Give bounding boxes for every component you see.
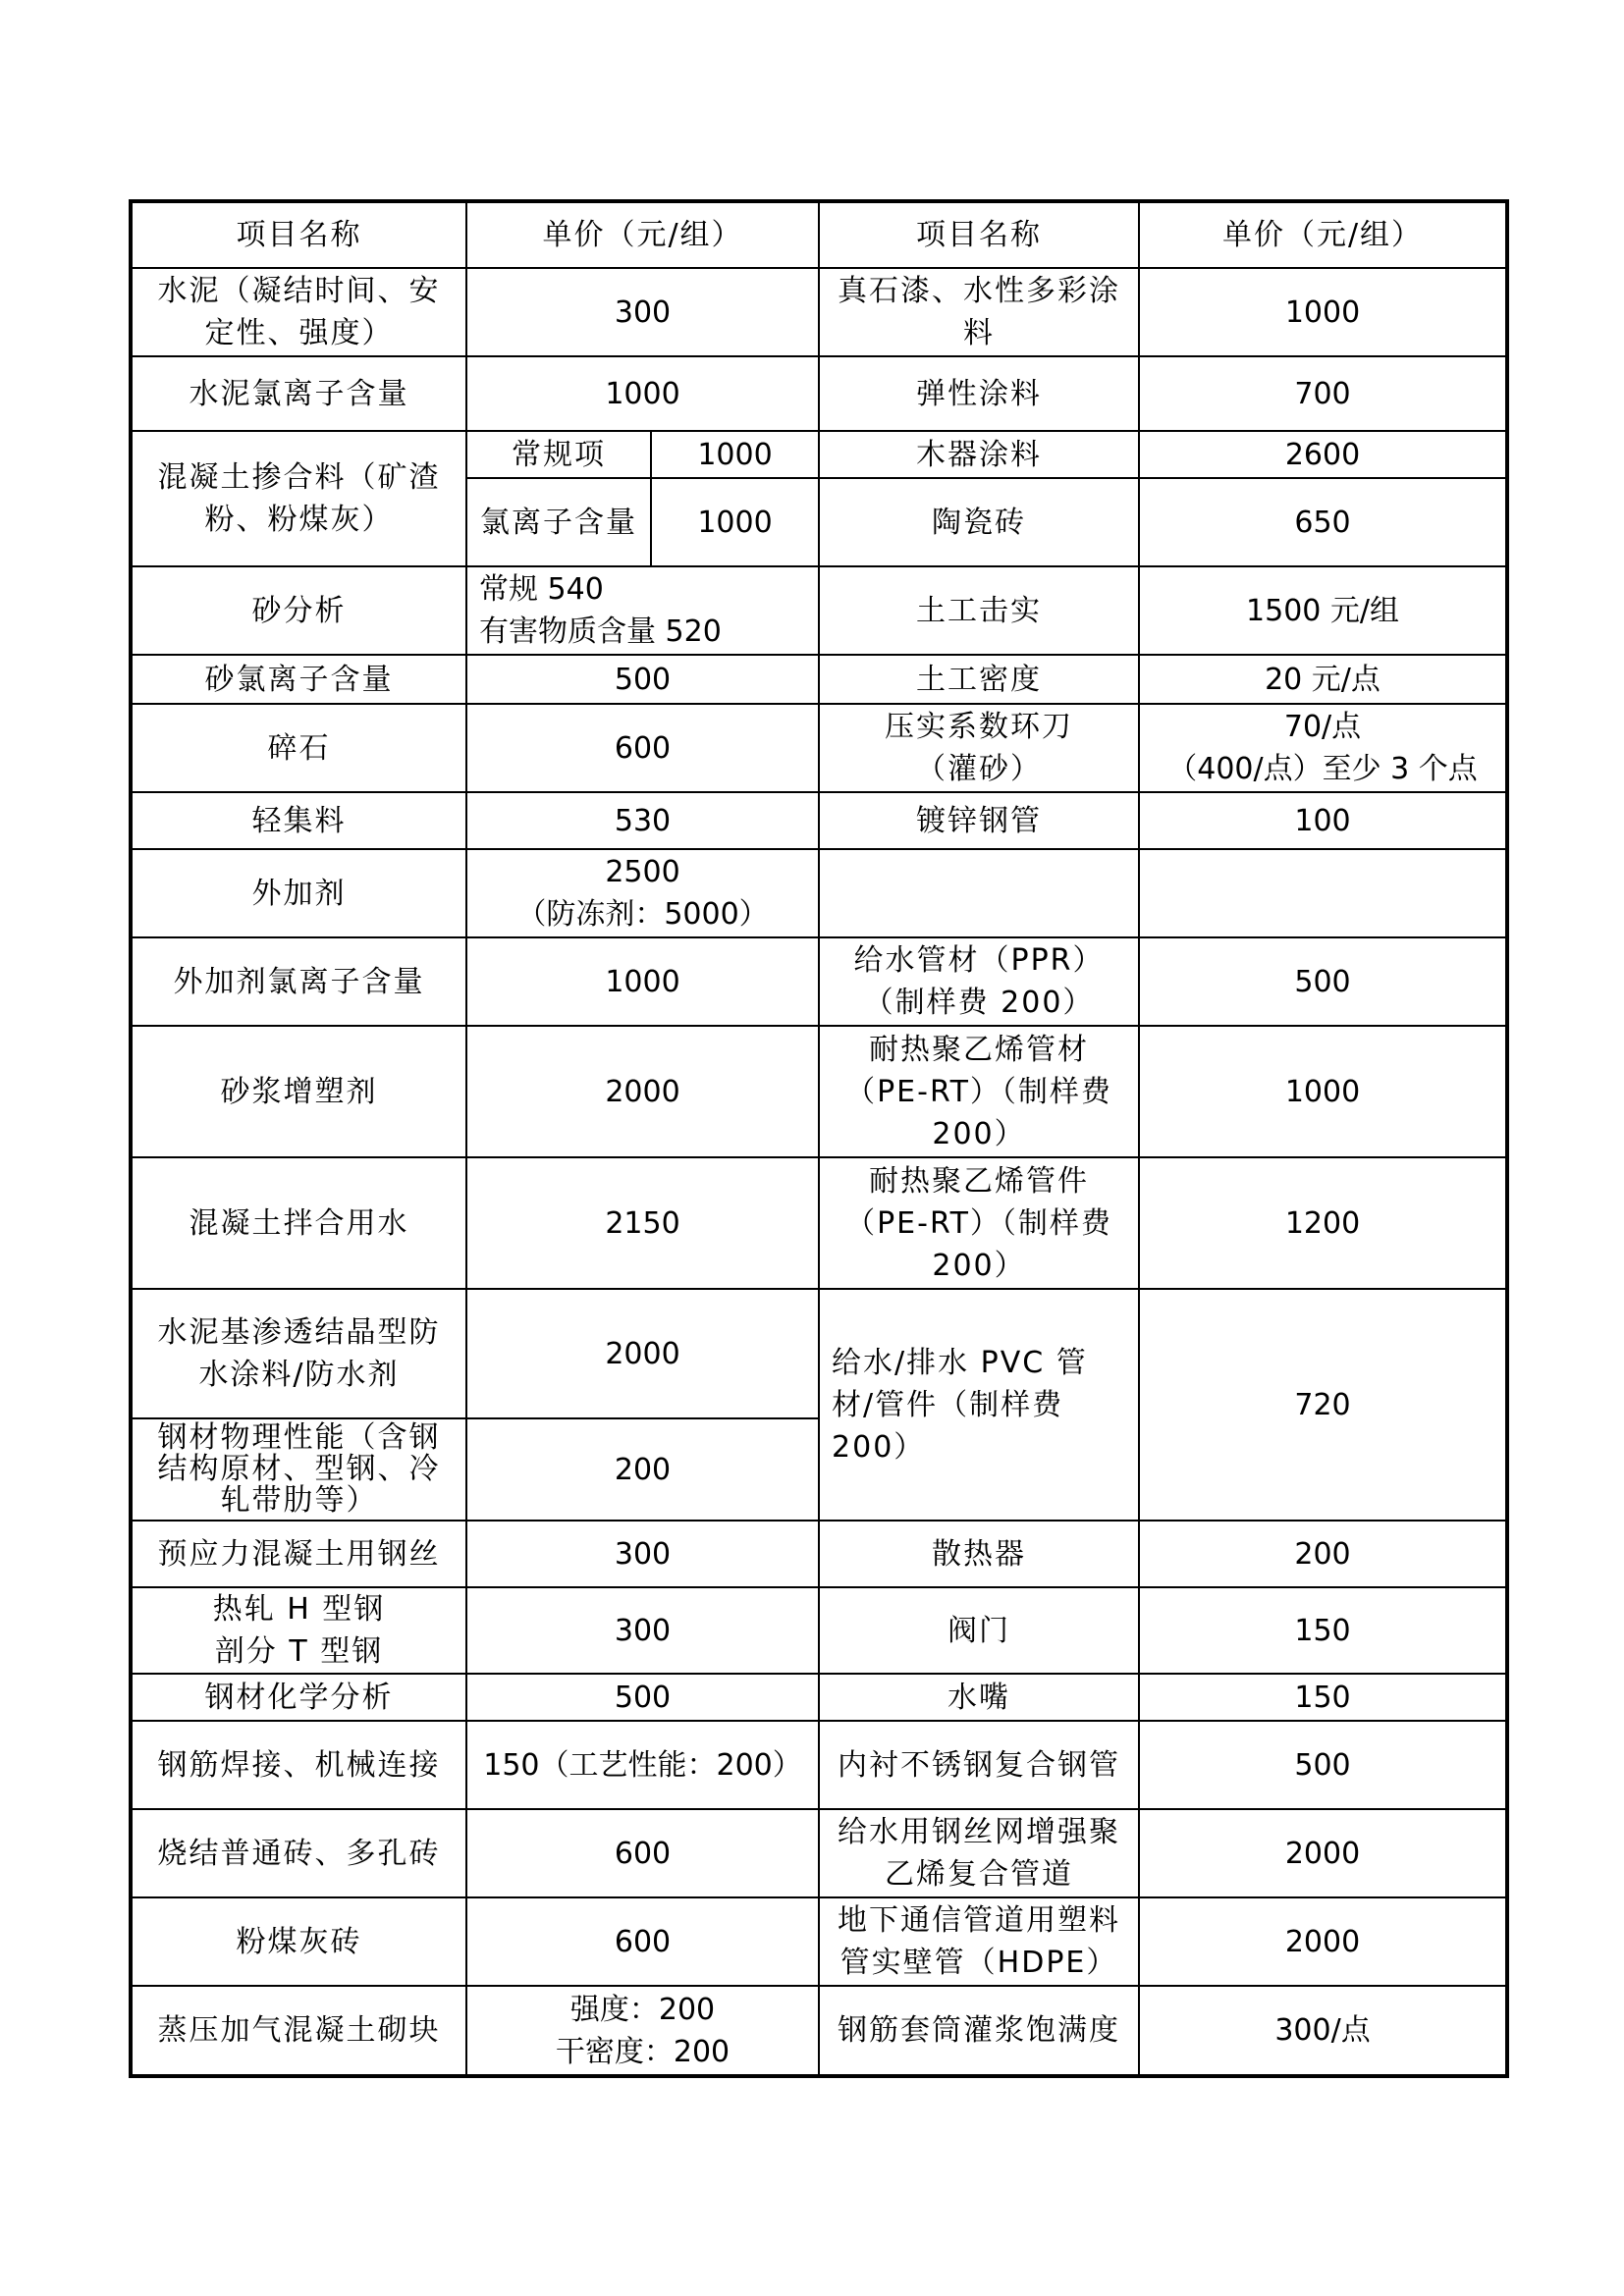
table-row bbox=[131, 849, 1507, 937]
item-name: 粉煤灰砖 bbox=[131, 1897, 466, 1986]
item-name-right: 阀门 bbox=[819, 1587, 1139, 1674]
item-price: 2150 bbox=[466, 1157, 819, 1289]
table-row bbox=[131, 937, 1507, 1026]
price-line: 70/点 bbox=[1283, 710, 1362, 744]
item-name: 砂分析 bbox=[131, 566, 466, 655]
item-name-right: 土工密度 bbox=[819, 655, 1139, 704]
empty-cell bbox=[1139, 849, 1507, 937]
item-name: 预应力混凝土用钢丝 bbox=[131, 1521, 466, 1587]
item-name: 钢材化学分析 bbox=[131, 1674, 466, 1721]
item-name: 外加剂 bbox=[131, 849, 466, 937]
sub-item-label: 氯离子含量 bbox=[466, 478, 651, 566]
price-line: 常规 540 bbox=[479, 572, 604, 607]
item-name-right: 耐热聚乙烯管件（PE-RT）（制样费 200） bbox=[819, 1157, 1139, 1289]
item-price: 600 bbox=[466, 704, 819, 792]
empty-cell bbox=[819, 849, 1139, 937]
item-price-right: 720 bbox=[1139, 1289, 1507, 1521]
item-price-right: 200 bbox=[1139, 1521, 1507, 1587]
item-price: 300 bbox=[466, 268, 819, 356]
table-header-row bbox=[131, 201, 1507, 268]
item-name-right: 内衬不锈钢复合钢管 bbox=[819, 1721, 1139, 1809]
item-price-right: 500 bbox=[1139, 937, 1507, 1026]
sub-item-price: 1000 bbox=[651, 431, 819, 478]
price-line: 强度：200 bbox=[569, 1992, 716, 2027]
table-row bbox=[131, 1587, 1507, 1674]
item-name bbox=[131, 1587, 466, 1674]
item-name: 砂氯离子含量 bbox=[131, 655, 466, 704]
item-price: 500 bbox=[466, 1674, 819, 1721]
table-row bbox=[131, 1809, 1507, 1897]
sub-item-price: 1000 bbox=[651, 478, 819, 566]
table-row bbox=[131, 1897, 1507, 1986]
item-name-right: 真石漆、水性多彩涂料 bbox=[819, 268, 1139, 356]
item-price-right: 650 bbox=[1139, 478, 1507, 566]
item-name: 混凝土掺合料（矿渣粉、粉煤灰） bbox=[131, 431, 466, 566]
name-line: （灌砂） bbox=[916, 752, 1043, 786]
table-row bbox=[131, 1289, 1507, 1418]
item-name: 水泥氯离子含量 bbox=[131, 356, 466, 431]
item-price: 2000 bbox=[466, 1026, 819, 1157]
table-row bbox=[131, 704, 1507, 792]
table-row bbox=[131, 1521, 1507, 1587]
item-name-right: 给水管材（PPR）（制样费 200） bbox=[819, 937, 1139, 1026]
item-price: 1000 bbox=[466, 356, 819, 431]
price-line: 2500 bbox=[605, 855, 680, 889]
header-unit-price: 单价（元/组） bbox=[466, 201, 819, 268]
item-name-right: 给水用钢丝网增强聚乙烯复合管道 bbox=[819, 1809, 1139, 1897]
item-price: 530 bbox=[466, 792, 819, 849]
item-price-right: 150 bbox=[1139, 1587, 1507, 1674]
item-name: 砂浆增塑剂 bbox=[131, 1026, 466, 1157]
table-row bbox=[131, 1026, 1507, 1157]
item-price: 600 bbox=[466, 1809, 819, 1897]
item-name-right: 散热器 bbox=[819, 1521, 1139, 1587]
table-row bbox=[131, 356, 1507, 431]
item-name-right: 地下通信管道用塑料管实壁管（HDPE） bbox=[819, 1897, 1139, 1986]
item-price-right: 100 bbox=[1139, 792, 1507, 849]
item-price bbox=[466, 849, 819, 937]
price-line: （400/点）至少 3 个点 bbox=[1167, 752, 1478, 786]
item-price-right: 20 元/点 bbox=[1139, 655, 1507, 704]
header-unit-price-right: 单价（元/组） bbox=[1139, 201, 1507, 268]
table-row bbox=[131, 655, 1507, 704]
item-name-right: 水嘴 bbox=[819, 1674, 1139, 1721]
item-price bbox=[466, 1986, 819, 2076]
item-price: 600 bbox=[466, 1897, 819, 1986]
item-name-right: 陶瓷砖 bbox=[819, 478, 1139, 566]
table-row bbox=[131, 792, 1507, 849]
price-table bbox=[129, 199, 1509, 2078]
name-line: 剖分 T 型钢 bbox=[214, 1634, 384, 1669]
item-price: 150（工艺性能：200） bbox=[466, 1721, 819, 1809]
price-line: （防冻剂：5000） bbox=[516, 897, 769, 932]
item-price-right: 2000 bbox=[1139, 1809, 1507, 1897]
item-price-right: 2600 bbox=[1139, 431, 1507, 478]
item-name: 外加剂氯离子含量 bbox=[131, 937, 466, 1026]
item-name: 碎石 bbox=[131, 704, 466, 792]
item-price: 2000 bbox=[466, 1289, 819, 1418]
item-price: 1000 bbox=[466, 937, 819, 1026]
header-item-name: 项目名称 bbox=[131, 201, 466, 268]
item-name-right: 给水/排水 PVC 管材/管件（制样费 200） bbox=[819, 1289, 1139, 1521]
item-price: 500 bbox=[466, 655, 819, 704]
item-price-right: 1000 bbox=[1139, 268, 1507, 356]
item-name: 水泥基渗透结晶型防水涂料/防水剂 bbox=[131, 1289, 466, 1418]
item-price-right: 150 bbox=[1139, 1674, 1507, 1721]
item-price: 200 bbox=[466, 1418, 819, 1521]
item-price-right: 500 bbox=[1139, 1721, 1507, 1809]
item-name: 烧结普通砖、多孔砖 bbox=[131, 1809, 466, 1897]
item-price bbox=[466, 566, 819, 655]
item-name: 水泥（凝结时间、安定性、强度） bbox=[131, 268, 466, 356]
item-price-right: 1000 bbox=[1139, 1026, 1507, 1157]
name-line: 压实系数环刀 bbox=[885, 710, 1074, 744]
item-name: 蒸压加气混凝土砌块 bbox=[131, 1986, 466, 2076]
price-line: 干密度：200 bbox=[555, 2034, 731, 2069]
item-price: 300 bbox=[466, 1587, 819, 1674]
item-name: 混凝土拌合用水 bbox=[131, 1157, 466, 1289]
item-price-right: 300/点 bbox=[1139, 1986, 1507, 2076]
item-name-right: 耐热聚乙烯管材（PE-RT）（制样费 200） bbox=[819, 1026, 1139, 1157]
item-name: 轻集料 bbox=[131, 792, 466, 849]
table-row bbox=[131, 431, 1507, 478]
table-row bbox=[131, 1986, 1507, 2076]
item-name-right: 土工击实 bbox=[819, 566, 1139, 655]
item-name-right: 弹性涂料 bbox=[819, 356, 1139, 431]
item-name-right: 钢筋套筒灌浆饱满度 bbox=[819, 1986, 1139, 2076]
table-row bbox=[131, 268, 1507, 356]
item-name: 钢筋焊接、机械连接 bbox=[131, 1721, 466, 1809]
item-name-right: 木器涂料 bbox=[819, 431, 1139, 478]
name-line: 热轧 H 型钢 bbox=[212, 1592, 386, 1627]
sub-item-label: 常规项 bbox=[466, 431, 651, 478]
price-line: 有害物质含量 520 bbox=[479, 614, 722, 649]
item-price: 300 bbox=[466, 1521, 819, 1587]
item-price-right bbox=[1139, 704, 1507, 792]
item-name-right bbox=[819, 704, 1139, 792]
table-row bbox=[131, 1674, 1507, 1721]
item-name: 钢材物理性能（含钢结构原材、型钢、冷轧带肋等） bbox=[131, 1418, 466, 1521]
item-price-right: 1500 元/组 bbox=[1139, 566, 1507, 655]
header-item-name-right: 项目名称 bbox=[819, 201, 1139, 268]
table-row bbox=[131, 1157, 1507, 1289]
item-name-right: 镀锌钢管 bbox=[819, 792, 1139, 849]
item-price-right: 700 bbox=[1139, 356, 1507, 431]
item-price-right: 2000 bbox=[1139, 1897, 1507, 1986]
table-row bbox=[131, 566, 1507, 655]
item-price-right: 1200 bbox=[1139, 1157, 1507, 1289]
table-row bbox=[131, 1721, 1507, 1809]
